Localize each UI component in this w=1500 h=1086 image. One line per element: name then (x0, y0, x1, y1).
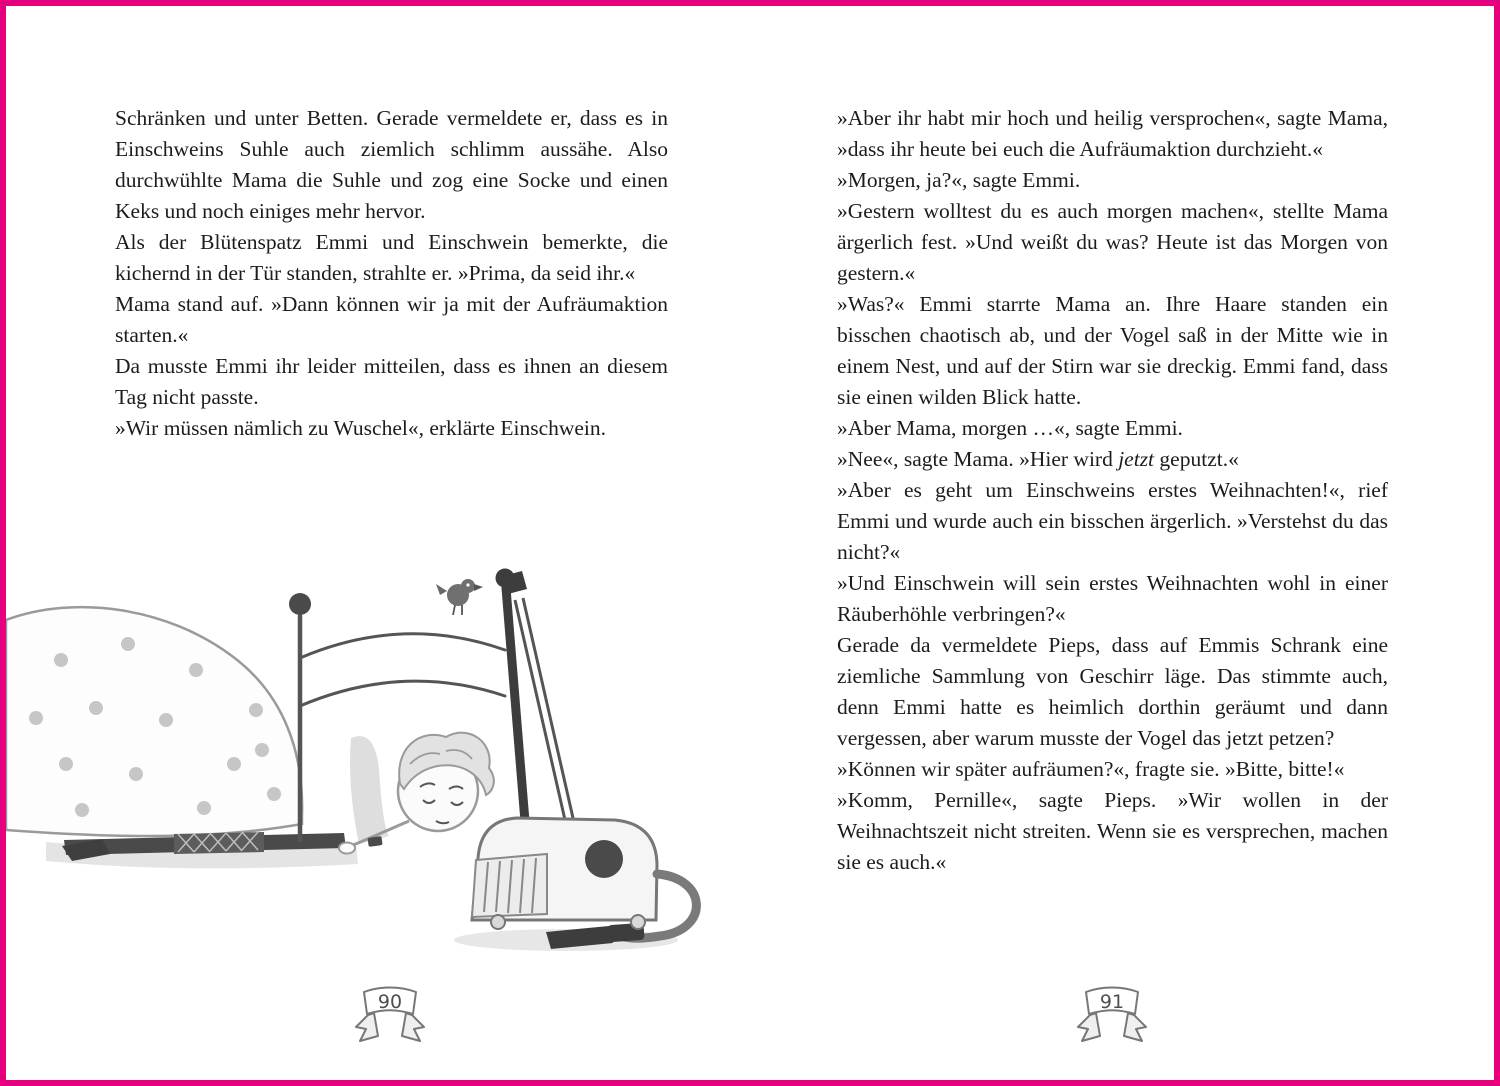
paragraph (837, 630, 1388, 754)
text-segment: »Können wir später aufräumen?«, fragte sie. »Bitte, bitte!« (837, 757, 1345, 781)
emphasized-text: jetzt (1118, 447, 1155, 471)
text-segment: Mama stand auf. »Dann können wir ja mit der Aufräumaktion starten.« (115, 292, 668, 347)
text-segment: »Aber ihr habt mir hoch und heilig versprochen«, sagte Mama, »dass ihr heute bei euch die Aufräumaktion durchzieht.« (837, 106, 1388, 161)
text-segment: geputzt.« (1154, 447, 1239, 471)
text-segment: Gerade da vermeldete Pieps, dass auf Emmis Schrank eine ziemliche Sammlung von Geschirr läge. Das stimmte auch, denn Emmi hatte es heimlich dorthin geräumt und dann vergessen, aber warum musste der Vogel das jetzt petzen? (837, 633, 1388, 750)
left-page-text (115, 103, 668, 444)
text-segment: »Wir müssen nämlich zu Wuschel«, erklärte Einschwein. (115, 416, 607, 440)
paragraph (837, 196, 1388, 289)
paragraph (837, 103, 1388, 165)
text-segment: »Aber es geht um Einschweins erstes Weihnachten!«, rief Emmi und wurde auch ein bisschen ärgerlich. »Verstehst du das nicht?« (837, 478, 1388, 564)
paragraph (115, 103, 668, 227)
text-segment: »Aber Mama, morgen …«, sagte Emmi. (837, 416, 1183, 440)
illustration-child-under-bed-with-vacuum (6, 558, 718, 970)
paragraph (837, 475, 1388, 568)
page-number-banner-left (348, 983, 432, 1049)
text-segment: »Nee«, sagte Mama. »Hier wird (837, 447, 1119, 471)
polka-dot-blanket (6, 607, 302, 836)
text-segment: Als der Blütenspatz Emmi und Einschwein bemerkte, die kichernd in der Tür standen, strahlte er. »Prima, da seid ihr.« (115, 230, 668, 285)
text-segment: Da musste Emmi ihr leider mitteilen, dass es ihnen an diesem Tag nicht passte. (115, 354, 668, 409)
page-number-right: 91 (1099, 991, 1125, 1013)
paragraph (115, 413, 668, 444)
text-segment: »Morgen, ja?«, sagte Emmi. (837, 168, 1081, 192)
page-number-banner-right (1070, 983, 1154, 1049)
text-segment: Schränken und unter Betten. Gerade vermeldete er, dass es in Einschweins Suhle auch ziemlich schlimm aussähe. Also durchwühlte Mama die Suhle und zog eine Socke und einen Keks und noch einiges mehr hervor. (115, 106, 668, 223)
paragraph (837, 413, 1388, 444)
paragraph (837, 444, 1388, 475)
paragraph (115, 227, 668, 289)
vacuum-cleaner (472, 818, 696, 949)
page-number-left: 90 (377, 991, 403, 1013)
right-page-text (837, 103, 1388, 878)
paragraph (837, 568, 1388, 630)
paragraph (115, 351, 668, 413)
paragraph (115, 289, 668, 351)
text-segment: »Komm, Pernille«, sagte Pieps. »Wir wollen in der Weihnachtszeit nicht streiten. Wenn sie es versprechen, machen sie es auch.« (837, 788, 1388, 874)
text-segment: »Und Einschwein will sein erstes Weihnachten wohl in einer Räuberhöhle verbringen?« (837, 571, 1388, 626)
paragraph (837, 165, 1388, 196)
text-segment: »Gestern wolltest du es auch morgen machen«, stellte Mama ärgerlich fest. »Und weißt du was? Heute ist das Morgen von gestern.« (837, 199, 1388, 285)
paragraph (837, 754, 1388, 785)
bird (436, 579, 483, 615)
paragraph (837, 785, 1388, 878)
text-segment: »Was?« Emmi starrte Mama an. Ihre Haare standen ein bisschen chaotisch ab, und der Vogel saß in der Mitte wie in einem Nest, und auf der Stirn war sie dreckig. Emmi fand, dass sie einen wilden Blick hatte. (837, 292, 1388, 409)
paragraph (837, 289, 1388, 413)
